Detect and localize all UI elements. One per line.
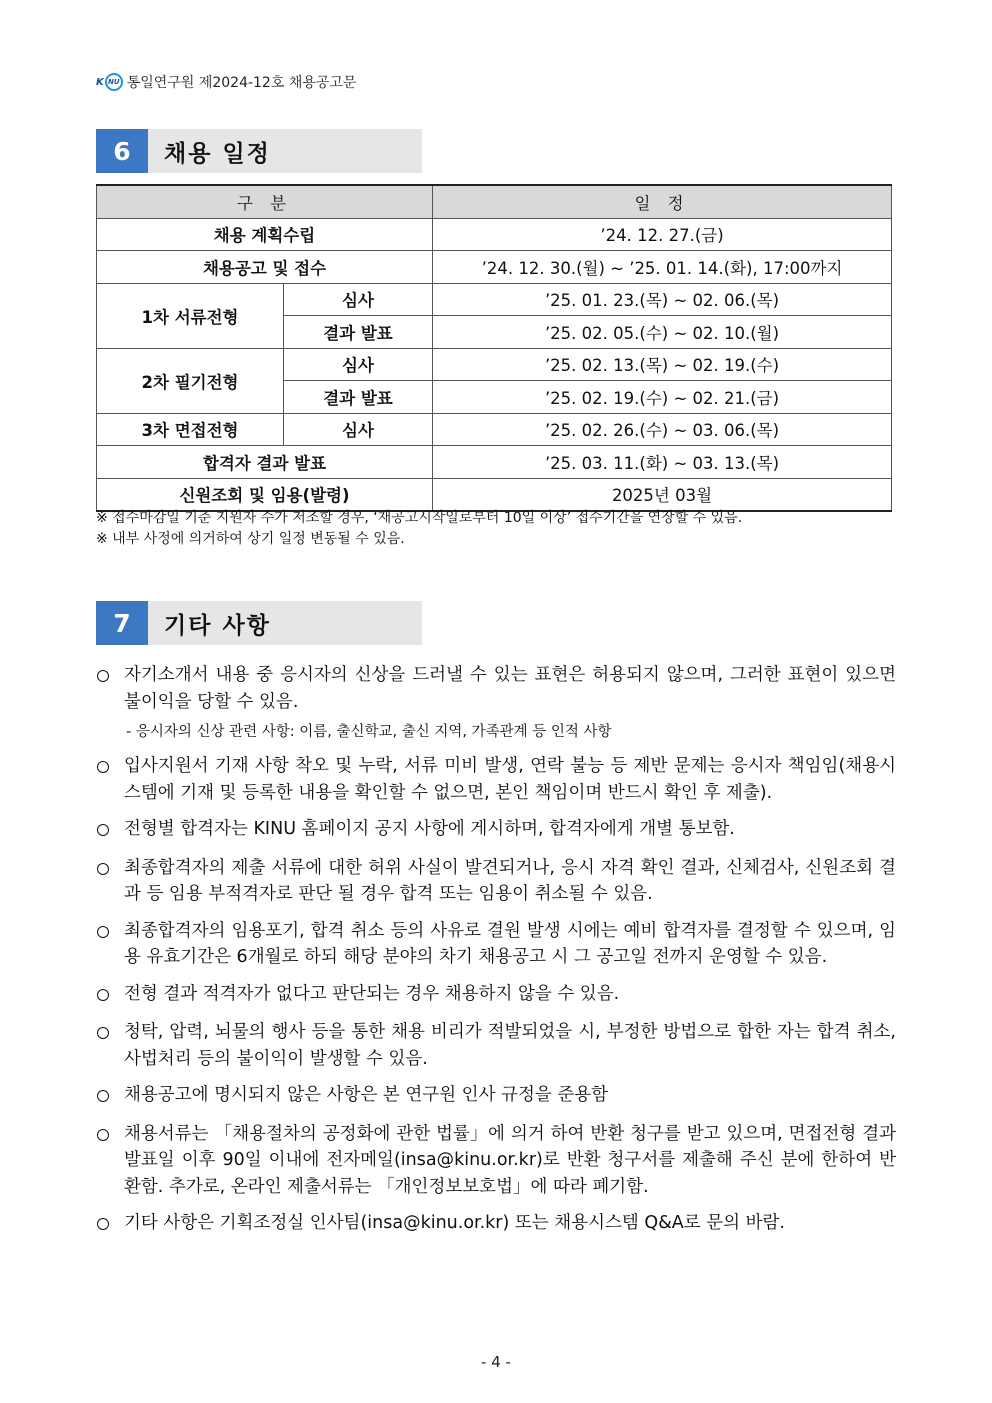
section-6-title: 채용 일정 <box>164 140 271 167</box>
row-date: ’25. 02. 05.(수) ~ 02. 10.(월) <box>433 316 892 349</box>
circle-bullet-icon <box>97 989 109 1001</box>
sub-label: 결과 발표 <box>284 316 433 349</box>
section-7-title: 기타 사항 <box>164 612 271 639</box>
table-row <box>97 251 892 284</box>
list-item: 전형별 합격자는 KINU 홈페이지 공지 사항에 게시하며, 합격자에게 개별 통보함. <box>96 816 896 845</box>
circle-bullet-icon <box>97 1129 109 1141</box>
table-row <box>97 446 892 479</box>
list-item: 청탁, 압력, 뇌물의 행사 등을 통한 채용 비리가 적발되었을 시, 부정한 방법으로 합한 자는 합격 취소, 사법처리 등의 불이익이 발생할 수 있음. <box>96 1019 896 1072</box>
list-item: 채용서류는 「채용절차의 공정화에 관한 법률」에 의거 하여 반환 청구를 받고 있으며, 면접전형 결과발표일 이후 90일 이내에 전자메일(insa@kinu.or.kr)로 반환 청구서를 제출해 주신 분에 한하여 반환함. 추가로, 온라인 제출서류는 「개인정보보호법」에 따라 폐기함. <box>96 1121 896 1201</box>
sub-label: 결과 발표 <box>284 381 433 414</box>
note-schedule-change: ※ 내부 사정에 의거하여 상기 일정 변동될 수 있음. <box>96 531 405 547</box>
row-label: 채용 계획수립 <box>97 218 433 251</box>
sub-label: 심사 <box>284 413 433 446</box>
circle-bullet-icon <box>97 670 109 682</box>
row-date: ’25. 02. 13.(목) ~ 02. 19.(수) <box>433 348 892 381</box>
circle-bullet-icon <box>97 1027 109 1039</box>
row-date: ’25. 02. 19.(수) ~ 02. 21.(금) <box>433 381 892 414</box>
list-item: 전형 결과 적격자가 없다고 판단되는 경우 채용하지 않을 수 있음. <box>96 981 896 1010</box>
table-row <box>97 413 892 446</box>
row-date: ’24. 12. 27.(금) <box>433 218 892 251</box>
section-7-heading <box>96 601 422 645</box>
kinu-logo: K NU <box>96 73 123 91</box>
section-6-heading <box>96 129 422 173</box>
list-item: 채용공고에 명시되지 않은 사항은 본 연구원 인사 규정을 준용함 <box>96 1082 896 1111</box>
table-row <box>97 478 892 511</box>
section-6-number: 6 <box>96 129 148 173</box>
circle-bullet-icon <box>97 1218 109 1230</box>
sub-label: 심사 <box>284 283 433 316</box>
circle-bullet-icon <box>97 1090 109 1102</box>
row-label: 합격자 결과 발표 <box>97 446 433 479</box>
row-date: ’25. 03. 11.(화) ~ 03. 13.(목) <box>433 446 892 479</box>
row-date: ’25. 01. 23.(목) ~ 02. 06.(목) <box>433 283 892 316</box>
section-7-number: 7 <box>96 601 148 645</box>
sub-note: - 응시자의 신상 관련 사항: 이름, 출신학교, 출신 지역, 가족관계 등 인적 사항 <box>126 724 612 740</box>
schedule-notes <box>96 508 742 550</box>
table-row <box>97 283 892 316</box>
col-header-schedule: 일 정 <box>433 185 892 218</box>
row-date: ’25. 02. 26.(수) ~ 03. 06.(목) <box>433 413 892 446</box>
row-label: 채용공고 및 접수 <box>97 251 433 284</box>
table-row <box>97 218 892 251</box>
row-date: ’24. 12. 30.(월) ~ ’25. 01. 14.(화), 17:00까지 <box>433 251 892 284</box>
row-date: 2025년 03월 <box>433 478 892 511</box>
page-number: - 4 - <box>481 1353 511 1371</box>
circle-bullet-icon <box>97 926 109 938</box>
list-item: 입사지원서 기재 사항 착오 및 누락, 서류 미비 발생, 연락 불능 등 제반 문제는 응시자 책임임(채용시스템에 기재 및 등록한 내용을 확인할 수 없으면, 본인 책임이며 반드시 확인 후 제출). <box>96 753 896 806</box>
note-deadline-extension: ※ 접수마감일 기준 지원자 수가 저조할 경우, ‘재공고시작일로부터 10일 이상’ 접수기간을 연장할 수 있음. <box>96 510 743 526</box>
circle-bullet-icon <box>97 761 109 773</box>
page-header <box>96 72 356 92</box>
sub-label: 심사 <box>284 348 433 381</box>
header-title: 통일연구원 제2024-12호 채용공고문 <box>126 75 357 91</box>
list-item: 자기소개서 내용 중 응시자의 신상을 드러낼 수 있는 표현은 허용되지 않으며, 그러한 표현이 있으면 불이익을 당할 수 있음. <box>96 662 896 715</box>
group-label: 3차 면접전형 <box>97 413 284 446</box>
schedule-table <box>96 184 892 512</box>
group-label: 1차 서류전형 <box>97 283 284 348</box>
row-label: 신원조회 및 임용(발령) <box>97 478 433 511</box>
circle-bullet-icon <box>97 863 109 875</box>
table-row <box>97 348 892 381</box>
list-item: 최종합격자의 제출 서류에 대한 허위 사실이 발견되거나, 응시 자격 확인 결과, 신체검사, 신원조회 결과 등 임용 부적격자로 판단 될 경우 합격 또는 임용이 취소될 수 있음. <box>96 855 896 908</box>
other-items-list <box>96 662 896 1249</box>
list-item: 최종합격자의 임용포기, 합격 취소 등의 사유로 결원 발생 시에는 예비 합격자를 결정할 수 있으며, 임용 유효기간은 6개월로 하되 해당 분야의 차기 채용공고 시 그 공고일 전까지 운영할 수 있음. <box>96 918 896 971</box>
circle-bullet-icon <box>97 824 109 836</box>
list-item: 기타 사항은 기획조정실 인사팀(insa@kinu.or.kr) 또는 채용시스템 Q&A로 문의 바람. <box>96 1210 896 1239</box>
group-label: 2차 필기전형 <box>97 348 284 413</box>
table-header-row <box>97 185 892 218</box>
col-header-category: 구 분 <box>97 185 433 218</box>
